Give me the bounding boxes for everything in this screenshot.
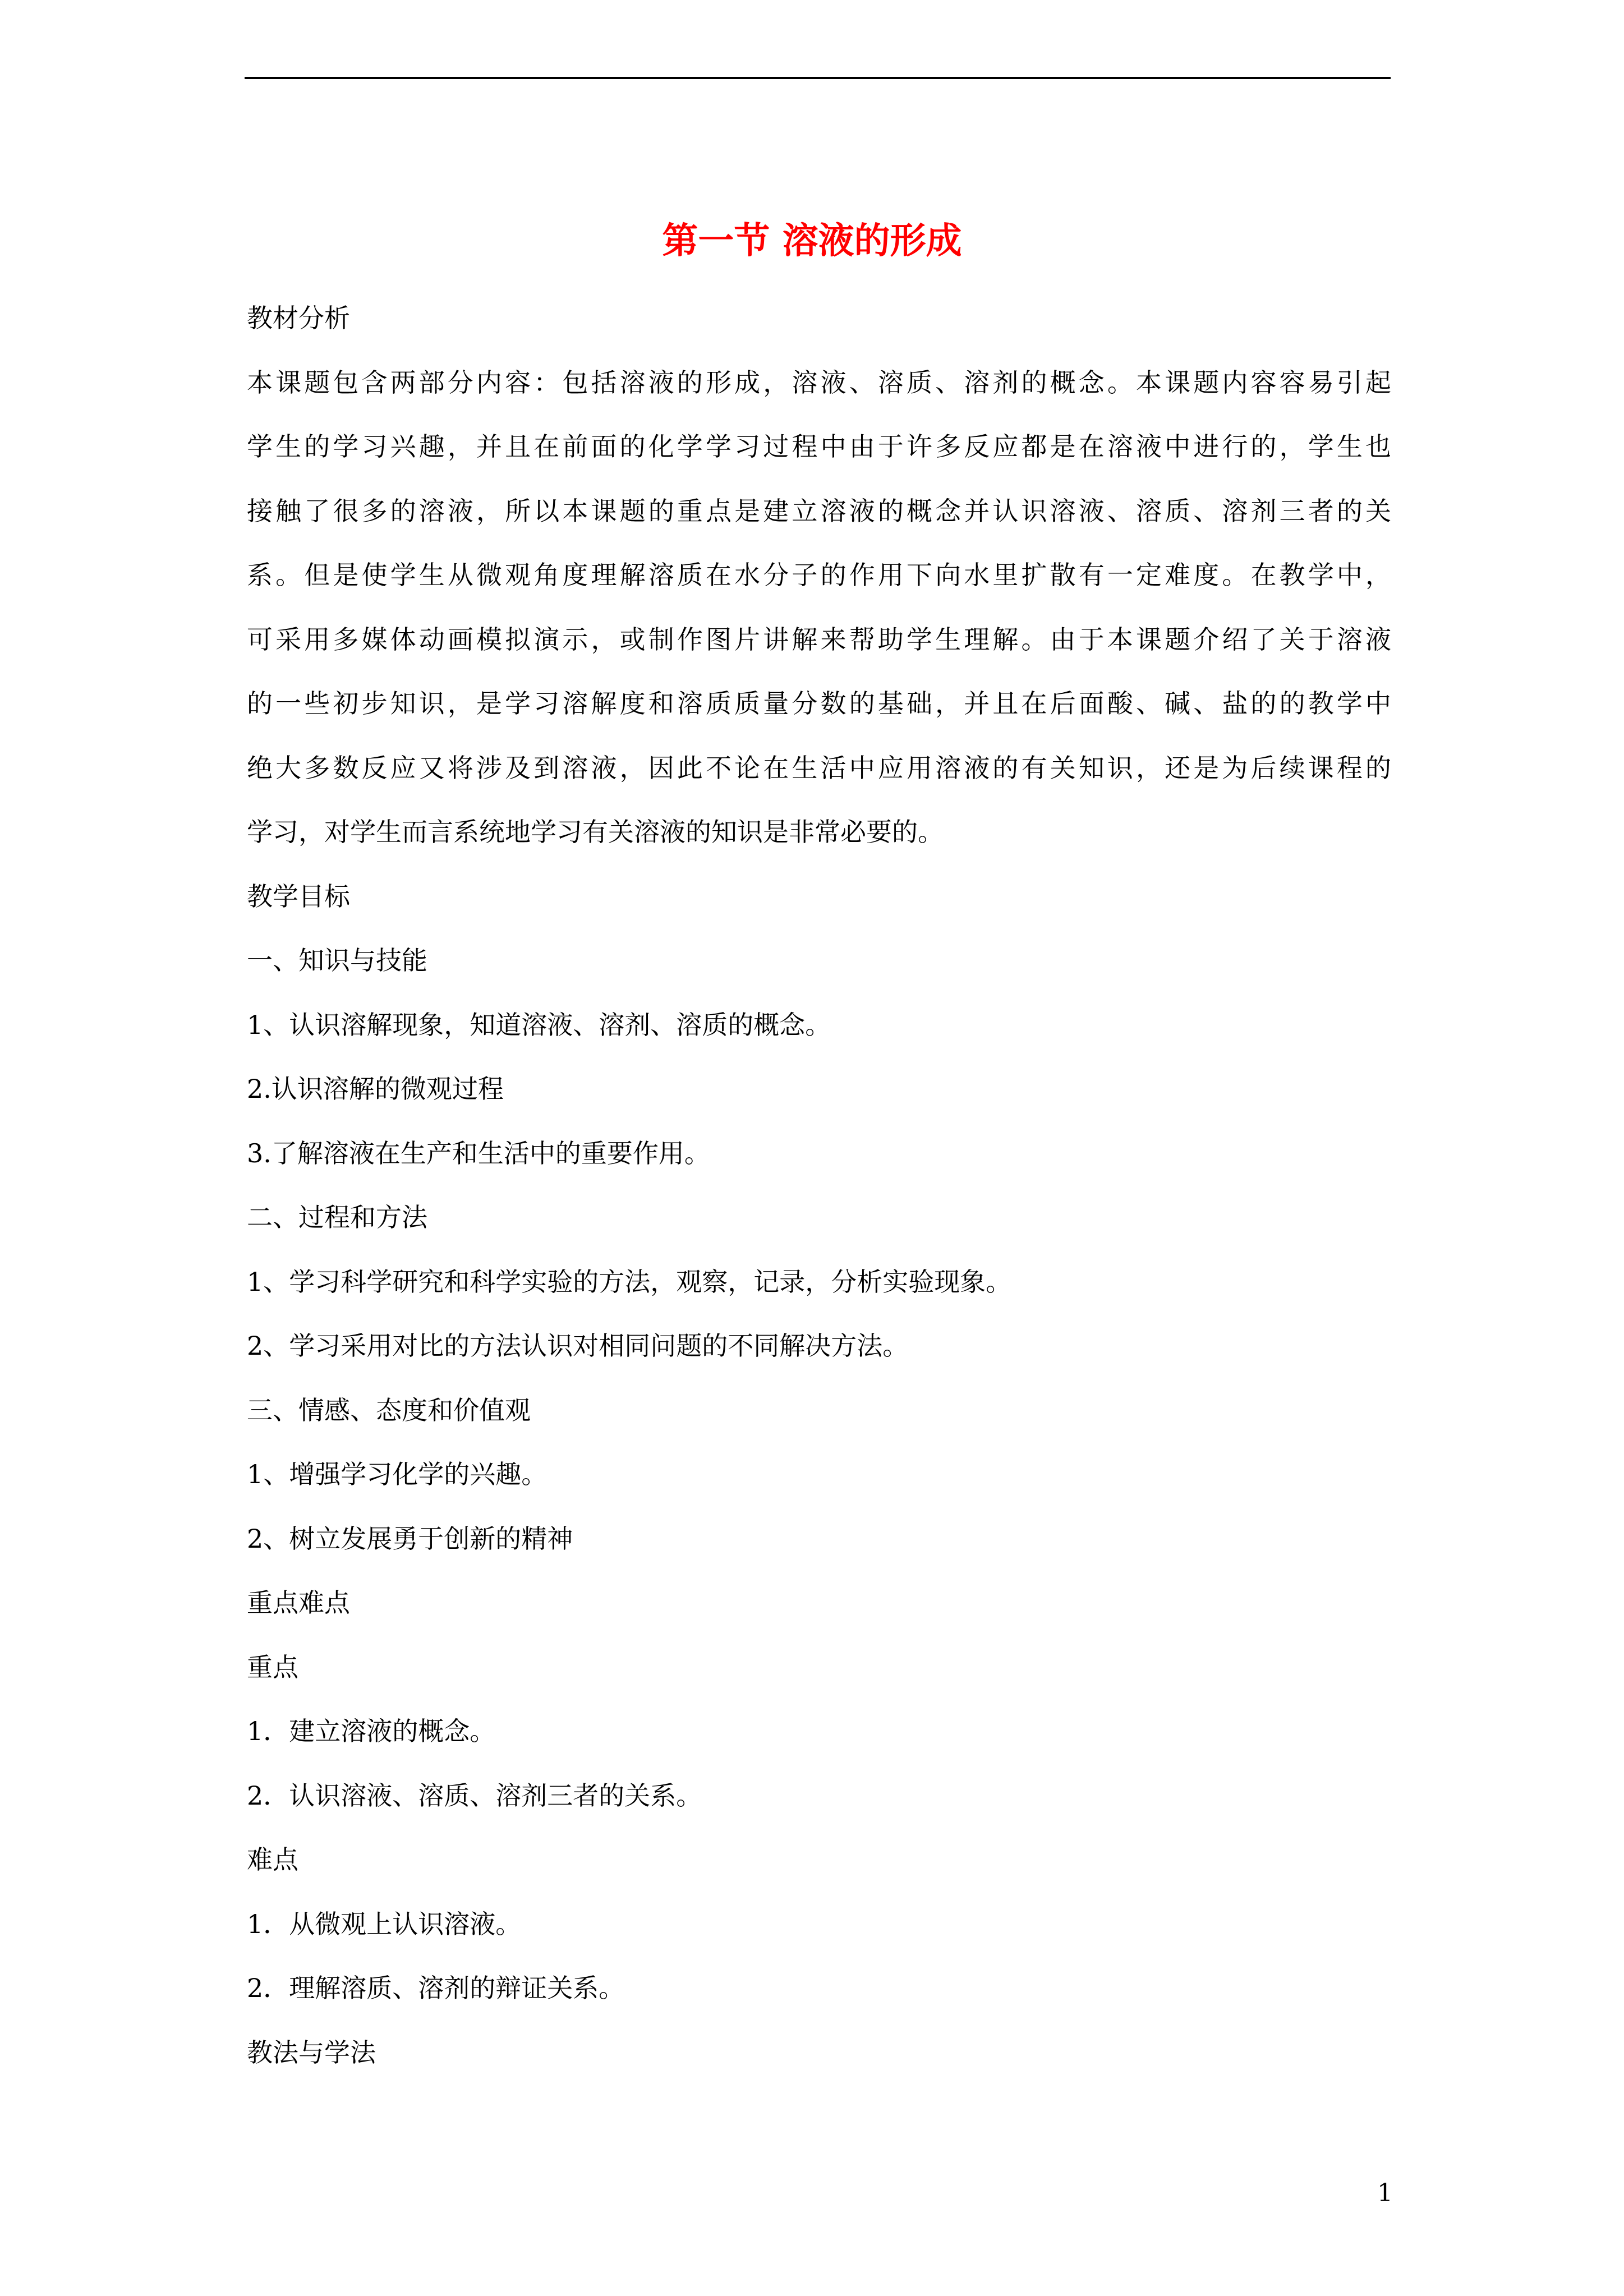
text-line: 3.了解溶液在生产和生活中的重要作用。 xyxy=(247,1138,710,1168)
text-line: 1、增强学习化学的兴趣。 xyxy=(247,1459,548,1489)
text-line: 三、情感、态度和价值观 xyxy=(247,1395,531,1425)
text-line: 2、学习采用对比的方法认识对相同问题的不同解决方法。 xyxy=(247,1331,909,1361)
text-line: 2．认识溶液、溶质、溶剂三者的关系。 xyxy=(247,1780,702,1811)
text-line: 的一些初步知识，是学习溶解度和溶质质量分数的基础，并且在后面酸、碱、盐的的教学中 xyxy=(247,688,1391,719)
header-rule xyxy=(245,77,1391,79)
text-line: 重点 xyxy=(247,1651,298,1682)
text-line: 本课题包含两部分内容：包括溶液的形成，溶液、溶质、溶剂的概念。本课题内容容易引起 xyxy=(247,367,1391,398)
text-line: 2、树立发展勇于创新的精神 xyxy=(247,1523,573,1554)
text-line: 重点难点 xyxy=(247,1588,350,1618)
text-line: 学生的学习兴趣，并且在前面的化学学习过程中由于许多反应都是在溶液中进行的，学生也 xyxy=(247,431,1391,462)
text-line: 1．从微观上认识溶液。 xyxy=(247,1908,522,1939)
document-body xyxy=(247,286,1391,2085)
text-line: 可采用多媒体动画模拟演示，或制作图片讲解来帮助学生理解。由于本课题介绍了关于溶液 xyxy=(247,624,1391,655)
text-line: 难点 xyxy=(247,1844,298,1875)
text-line: 教材分析 xyxy=(247,303,350,333)
text-line: 2.认识溶解的微观过程 xyxy=(247,1074,504,1104)
text-line: 学习，对学生而言系统地学习有关溶液的知识是非常必要的。 xyxy=(247,817,944,847)
page-number: 1 xyxy=(1377,2179,1393,2207)
text-line: 系。但是使学生从微观角度理解溶质在水分子的作用下向水里扩散有一定难度。在教学中， xyxy=(247,560,1391,590)
text-line: 1．建立溶液的概念。 xyxy=(247,1716,496,1746)
text-line: 1、学习科学研究和科学实验的方法，观察，记录，分析实验现象。 xyxy=(247,1266,1012,1297)
text-line: 绝大多数反应又将涉及到溶液，因此不论在生活中应用溶液的有关知识，还是为后续课程的 xyxy=(247,752,1391,783)
text-line: 接触了很多的溶液，所以本课题的重点是建立溶液的概念并认识溶液、溶质、溶剂三者的关 xyxy=(247,495,1391,526)
text-line: 1、认识溶解现象，知道溶液、溶剂、溶质的概念。 xyxy=(247,1009,831,1040)
text-line: 2．理解溶质、溶剂的辩证关系。 xyxy=(247,1973,625,2003)
text-line: 教学目标 xyxy=(247,881,350,912)
text-line: 二、过程和方法 xyxy=(247,1202,427,1232)
text-line: 一、知识与技能 xyxy=(247,945,427,976)
page-title: 第一节 溶液的形成 xyxy=(662,220,962,262)
text-line: 教法与学法 xyxy=(247,2037,376,2068)
